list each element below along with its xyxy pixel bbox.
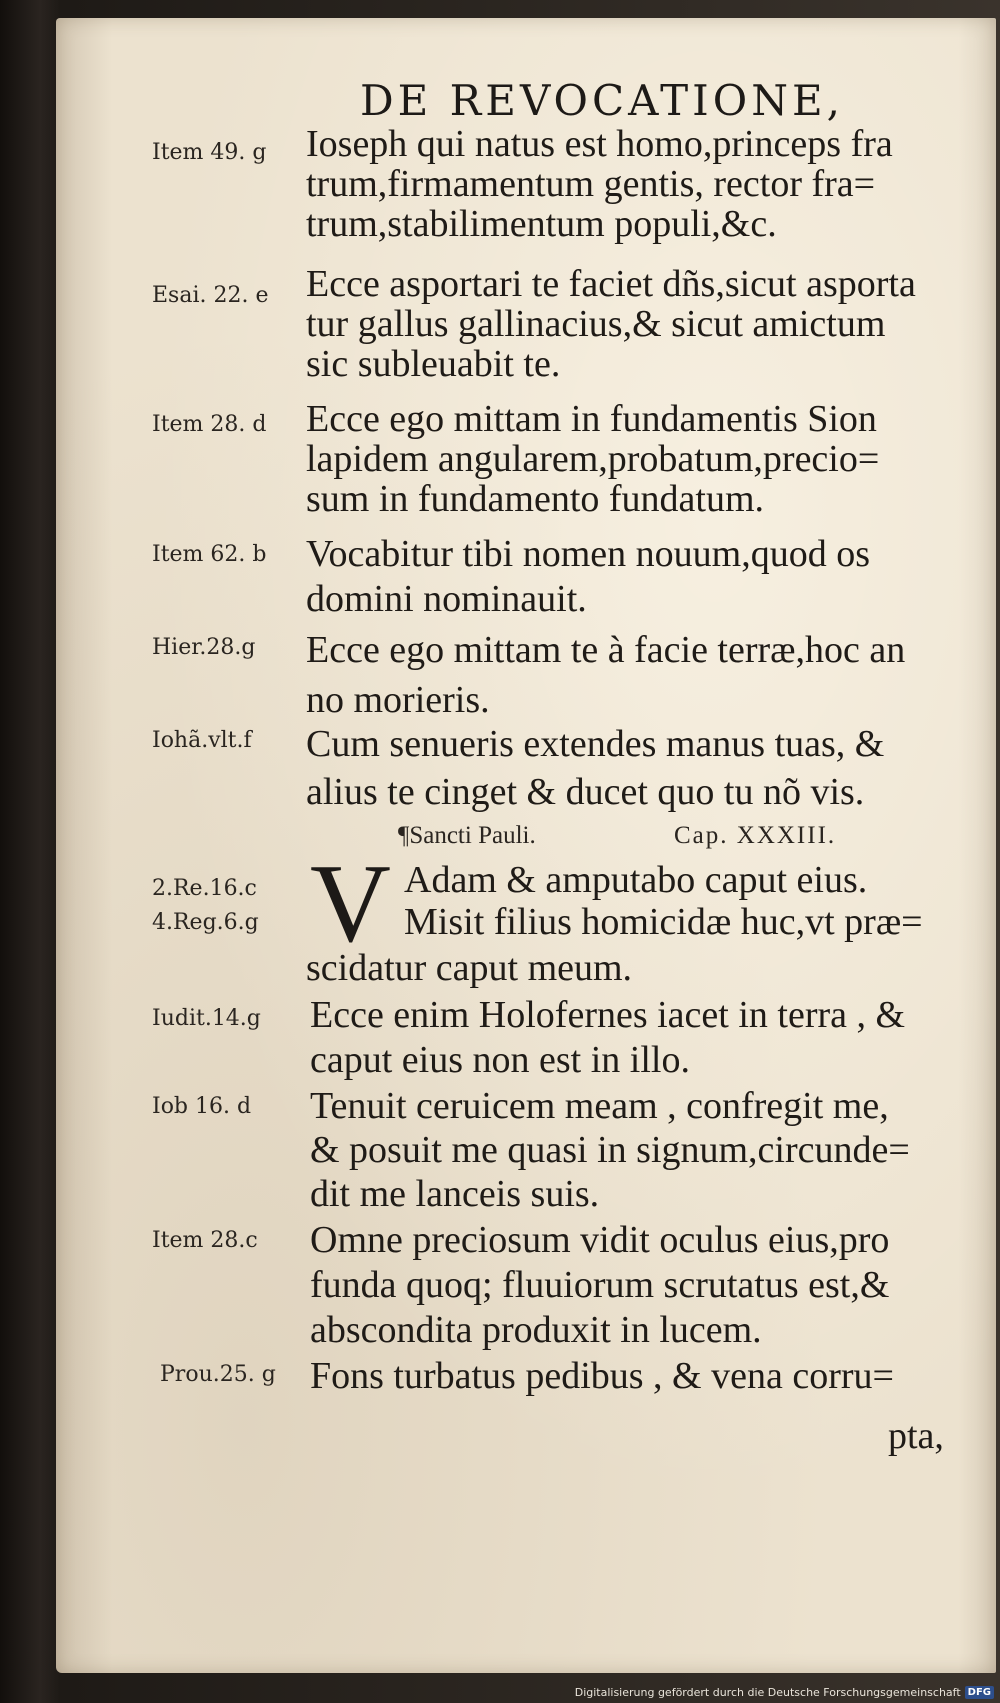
chapter-number: Cap. XXXIII. xyxy=(674,822,837,849)
margin-reference: Esai. 22. e xyxy=(152,283,269,308)
credit-text: Digitalisierung gefördert durch die Deutsche Forschungsgemeinschaft xyxy=(574,1686,961,1699)
text-line: sic subleuabit te. xyxy=(306,343,561,385)
digitization-credit xyxy=(575,1686,994,1699)
text-line: trum,firmamentum gentis, rector fra= xyxy=(306,163,876,205)
text-line: Omne preciosum vidit oculus eius,pro xyxy=(310,1219,890,1261)
running-header: DE REVOCATIONE, xyxy=(360,76,844,125)
text-line: funda quoq; fluuiorum scrutatus est,& xyxy=(310,1264,890,1306)
chapter-rubric-title: ¶Sancti Pauli. xyxy=(398,822,536,849)
text-line: tur gallus gallinacius,& sicut amictum xyxy=(306,303,886,345)
dfg-logo: DFG xyxy=(965,1686,994,1699)
text-line: domini nominauit. xyxy=(306,578,587,620)
text-line: sum in fundamento fundatum. xyxy=(306,478,765,520)
text-line: Tenuit ceruicem meam , confregit me, xyxy=(310,1085,889,1127)
text-line: Ecce ego mittam te à facie terræ,hoc an xyxy=(306,629,906,671)
text-line: scidatur caput meum. xyxy=(306,947,633,989)
margin-reference: Item 62. b xyxy=(152,542,267,567)
text-line: Misit filius homicidæ huc,vt præ= xyxy=(404,901,923,943)
text-line: no morieris. xyxy=(306,679,490,721)
text-line: Cum senueris extendes manus tuas, & xyxy=(306,723,885,765)
margin-reference: Item 28.c xyxy=(152,1228,258,1253)
text-line: Ecce asportari te faciet dñs,sicut asporta xyxy=(306,263,916,305)
margin-reference: 4.Reg.6.g xyxy=(152,910,259,935)
drop-cap-initial: V xyxy=(310,842,391,966)
text-line: abscondita produxit in lucem. xyxy=(310,1309,762,1351)
margin-reference: Iohã.vlt.f xyxy=(152,728,252,753)
text-line: caput eius non est in illo. xyxy=(310,1039,690,1081)
text-line: Vocabitur tibi nomen nouum,quod os xyxy=(306,533,870,575)
margin-reference: 2.Re.16.c xyxy=(152,876,257,901)
text-line: & posuit me quasi in signum,circunde= xyxy=(310,1129,910,1171)
text-line: lapidem angularem,probatum,precio= xyxy=(306,438,880,480)
margin-reference: Prou.25. g xyxy=(160,1362,276,1387)
text-line: dit me lanceis suis. xyxy=(310,1173,600,1215)
text-line: alius te cinget & ducet quo tu nõ vis. xyxy=(306,771,865,813)
margin-reference: Item 49. g xyxy=(152,140,267,165)
text-line: Adam & amputabo caput eius. xyxy=(404,859,868,901)
margin-reference: Iob 16. d xyxy=(152,1094,252,1119)
text-line: trum,stabilimentum populi,&c. xyxy=(306,203,777,245)
margin-reference: Iudit.14.g xyxy=(152,1006,261,1031)
margin-reference: Item 28. d xyxy=(152,412,267,437)
catchword: pta, xyxy=(888,1415,944,1457)
text-line: Fons turbatus pedibus , & vena corru= xyxy=(310,1355,894,1397)
text-line: Ioseph qui natus est homo,princeps fra xyxy=(306,123,893,165)
text-line: Ecce enim Holofernes iacet in terra , & xyxy=(310,994,906,1036)
text-line: Ecce ego mittam in fundamentis Sion xyxy=(306,398,877,440)
margin-reference: Hier.28.g xyxy=(152,635,256,660)
